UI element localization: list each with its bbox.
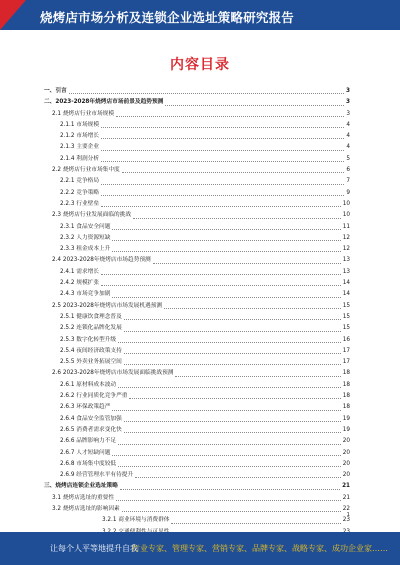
toc-entry[interactable] [44, 131, 350, 142]
toc-leader-dots [101, 127, 344, 128]
toc-entry-label: 三、烧烤店连锁企业选址策略 [44, 483, 118, 490]
toc-leader-dots [133, 218, 341, 219]
toc-leader-dots [171, 523, 340, 524]
toc-entry-page: 6 [346, 167, 350, 174]
toc-entry[interactable] [44, 414, 350, 425]
toc-entry[interactable] [44, 459, 350, 470]
toc-entry-label: 2.2.3 行业壁垒 [60, 200, 100, 207]
toc-entry[interactable] [44, 346, 350, 357]
toc-leader-dots [124, 364, 341, 365]
toc-entry[interactable] [44, 120, 350, 131]
toc-entry[interactable] [44, 301, 350, 312]
toc-entry-label: 2.6 2023-2028年烧烤店市场发展面临挑战预测 [52, 370, 174, 377]
toc-leader-dots [112, 455, 340, 456]
toc-leader-dots [101, 274, 341, 275]
toc-entry-page: 13 [342, 268, 350, 275]
toc-entry-page: 18 [342, 393, 350, 400]
toc-entry-page: 3 [346, 88, 350, 94]
toc-entry-page: 10 [342, 200, 350, 207]
toc-entry[interactable] [44, 244, 350, 255]
toc-entry-page: 12 [342, 234, 350, 241]
toc-leader-dots [124, 331, 341, 332]
toc-entry-label: 2.1.4 利润分析 [60, 155, 100, 162]
toc-entry-label: 2.6.6 品牌影响力不足 [60, 438, 117, 445]
toc-entry-page: 5 [346, 155, 350, 162]
toc-entry-label: 2.5.1 健康饮食理念普及 [60, 313, 122, 320]
toc-entry-label: 2.3.3 租金成本上升 [60, 246, 111, 253]
toc-leader-dots [112, 297, 340, 298]
toc-entry-label: 3.2 烧烤店选址的影响因素 [52, 505, 120, 512]
toc-leader-dots [101, 206, 341, 207]
toc-leader-dots [124, 421, 341, 422]
toc-entry[interactable] [44, 199, 350, 210]
toc-entry-label: 2.6.2 行业同质化竞争严重 [60, 393, 128, 400]
toc-entry-page: 18 [342, 370, 350, 377]
toc-entry[interactable] [44, 289, 350, 300]
toc-entry[interactable] [44, 176, 350, 187]
toc-leader-dots [112, 240, 340, 241]
toc-entry-label: 2.1 烧烤店行业市场规模 [52, 110, 115, 117]
toc-entry[interactable] [44, 402, 350, 413]
toc-leader-dots [69, 93, 344, 94]
toc-leader-dots [118, 444, 341, 445]
toc-entry[interactable] [44, 425, 350, 436]
toc-entry[interactable] [44, 188, 350, 199]
toc-leader-dots [101, 138, 344, 139]
toc-leader-dots [118, 387, 341, 388]
toc-entry-page: 23 [342, 517, 350, 524]
toc-entry-label: 2.5.4 夜间经济政策支持 [60, 347, 122, 354]
toc-leader-dots [116, 116, 344, 117]
toc-entry-label: 3.2.1 商业环境与消费群体 [102, 517, 170, 524]
document-title: 烧烤店市场分析及连锁企业选址策略研究报告 [40, 10, 295, 25]
toc-entry-page: 22 [342, 505, 350, 512]
toc-entry[interactable] [44, 222, 350, 233]
toc-entry[interactable] [44, 210, 350, 221]
toc-entry-label: 2.6.1 原材料成本波动 [60, 381, 117, 388]
toc-entry-label: 2.3 烧烤店行业发展面临的挑战 [52, 212, 132, 219]
toc-entry[interactable] [44, 97, 350, 108]
toc-entry-page: 3 [346, 110, 350, 117]
toc-entry-label: 2.5.5 外卖业务拓展空间 [60, 359, 122, 366]
toc-entry[interactable] [44, 448, 350, 459]
toc-leader-dots [101, 184, 344, 185]
header-accent-triangle [0, 0, 26, 30]
toc-entry[interactable] [44, 278, 350, 289]
toc-entry-label: 2.1.3 主要企业 [60, 144, 100, 151]
toc-entry[interactable] [44, 504, 350, 515]
toc-entry-label: 2.3.1 食品安全问题 [60, 223, 111, 230]
table-of-contents [44, 86, 350, 538]
toc-entry-page: 4 [346, 121, 350, 128]
toc-entry[interactable] [44, 86, 350, 97]
toc-entry-page: 11 [342, 223, 350, 230]
toc-entry-label: 二、2023-2028年烧烤店市场前景及趋势预测 [44, 99, 164, 106]
toc-entry-label: 2.1.2 市场增长 [60, 133, 100, 140]
toc-entry-page: 12 [342, 246, 350, 253]
toc-entry[interactable] [44, 267, 350, 278]
toc-entry-label: 2.6.3 环保政策趋严 [60, 404, 111, 411]
toc-leader-dots [122, 172, 345, 173]
toc-entry-page: 9 [346, 189, 350, 196]
toc-leader-dots [101, 195, 344, 196]
toc-entry-page: 16 [342, 336, 350, 343]
toc-entry-page: 21 [342, 494, 350, 501]
toc-leader-dots [129, 398, 340, 399]
toc-entry[interactable] [44, 380, 350, 391]
toc-entry-label: 2.2.1 竞争格局 [60, 178, 100, 185]
toc-leader-dots [120, 489, 340, 490]
toc-leader-dots [118, 342, 341, 343]
toc-entry[interactable] [44, 481, 350, 492]
toc-entry-page: 3 [346, 99, 350, 106]
toc-entry-page: 13 [342, 257, 350, 264]
toc-entry-page: 7 [346, 178, 350, 185]
toc-entry-label: 2.5.2 连锁化品牌化发展 [60, 325, 122, 332]
header-banner [0, 0, 400, 30]
toc-leader-dots [118, 466, 341, 467]
toc-entry-page: 20 [342, 438, 350, 445]
toc-entry-label: 2.5.3 数字化转型升级 [60, 336, 117, 343]
page-title: 内容目录 [170, 57, 230, 73]
toc-entry[interactable] [44, 142, 350, 153]
toc-leader-dots [124, 353, 341, 354]
toc-entry[interactable] [44, 312, 350, 323]
toc-entry-page: 4 [346, 133, 350, 140]
toc-entry-page: 21 [342, 483, 350, 490]
toc-leader-dots [175, 376, 340, 377]
toc-entry-label: 2.6.8 市场集中度较低 [60, 460, 117, 467]
toc-entry-label: 2.3.2 人力资源短缺 [60, 234, 111, 241]
toc-entry[interactable] [44, 335, 350, 346]
toc-entry-label: 2.6.5 消费者需求变化快 [60, 426, 122, 433]
toc-leader-dots [122, 511, 341, 512]
toc-leader-dots [101, 161, 344, 162]
toc-entry[interactable] [44, 493, 350, 504]
toc-leader-dots [112, 410, 340, 411]
toc-entry[interactable] [44, 255, 350, 266]
footer-banner [0, 532, 400, 565]
toc-leader-dots [153, 263, 341, 264]
toc-leader-dots [112, 251, 340, 252]
toc-entry-page: 20 [342, 472, 350, 479]
toc-entry-page: 14 [342, 291, 350, 298]
toc-entry-page: 4 [346, 144, 350, 151]
toc-leader-dots [124, 432, 341, 433]
toc-entry-label: 3.1 烧烤店选址的重要性 [52, 494, 115, 501]
toc-entry[interactable] [44, 165, 350, 176]
toc-entry-label: 2.6.7 人才短缺问题 [60, 449, 111, 456]
footer-slogan: 让每个人平等地提升自我 [50, 544, 138, 553]
toc-entry-label: 2.4.1 需求增长 [60, 268, 100, 275]
toc-leader-dots [165, 105, 344, 106]
toc-entry-label: 2.6.9 经营管理水平有待提升 [60, 472, 134, 479]
toc-leader-dots [135, 477, 341, 478]
toc-entry-page: 17 [342, 359, 350, 366]
toc-entry[interactable] [44, 470, 350, 481]
toc-entry-page: 10 [342, 212, 350, 219]
toc-entry[interactable] [44, 515, 350, 526]
toc-leader-dots [124, 319, 341, 320]
toc-entry-page: 15 [342, 313, 350, 320]
toc-entry-page: 19 [342, 415, 350, 422]
toc-entry[interactable] [44, 357, 350, 368]
toc-leader-dots [112, 229, 340, 230]
toc-entry[interactable] [44, 323, 350, 334]
toc-entry-label: 2.4.3 市场竞争加剧 [60, 291, 111, 298]
toc-entry[interactable] [44, 109, 350, 120]
toc-entry-page: 17 [342, 347, 350, 354]
toc-entry-label: 2.4.2 规模扩张 [60, 280, 100, 287]
toc-entry-label: 2.1.1 市场规模 [60, 121, 100, 128]
toc-entry-label: 2.2.2 竞争策略 [60, 189, 100, 196]
toc-entry-page: 14 [342, 280, 350, 287]
toc-entry-label: 2.4 2023-2028年烧烤店市场趋势预测 [52, 257, 151, 264]
toc-entry-label: 一、引言 [44, 88, 67, 94]
footer-services: 行业专家、管理专家、营销专家、品牌专家、战略专家、成功企业家…… [132, 544, 388, 553]
toc-entry-page: 15 [342, 302, 350, 309]
toc-entry[interactable] [44, 391, 350, 402]
toc-entry-label: 2.5 2023-2028年烧烤店市场发展机遇预测 [52, 302, 163, 309]
page-number: 1 [346, 512, 350, 518]
toc-entry-page: 20 [342, 460, 350, 467]
toc-leader-dots [101, 150, 344, 151]
toc-entry-page: 15 [342, 325, 350, 332]
toc-entry[interactable] [44, 368, 350, 379]
toc-entry-label: 2.6.4 食品安全监管加强 [60, 415, 122, 422]
toc-entry-label: 2.2 烧烤店行业市场集中度 [52, 167, 120, 174]
toc-entry-page: 18 [342, 404, 350, 411]
toc-entry[interactable] [44, 154, 350, 165]
toc-leader-dots [116, 500, 341, 501]
toc-entry-page: 19 [342, 426, 350, 433]
toc-entry[interactable] [44, 436, 350, 447]
toc-entry-page: 20 [342, 449, 350, 456]
toc-entry-page: 18 [342, 381, 350, 388]
toc-leader-dots [101, 285, 341, 286]
toc-leader-dots [164, 308, 341, 309]
toc-entry[interactable] [44, 233, 350, 244]
